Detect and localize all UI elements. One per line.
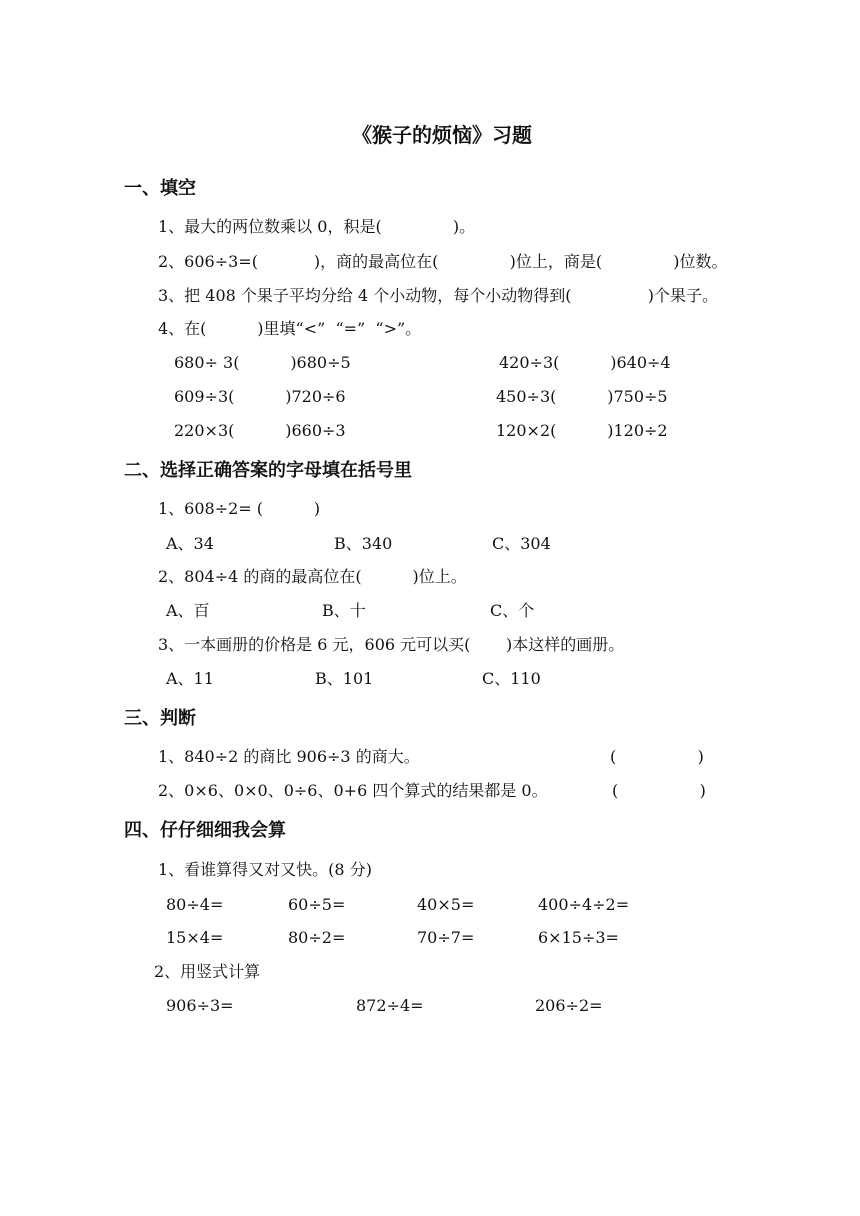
question-3-1: 1、840÷2 的商比 906÷3 的商大。 <box>158 747 420 766</box>
question-1-3: 3、把 408 个果子平均分给 4 个小动物，每个小动物得到( )个果子。 <box>158 286 719 305</box>
section-heading-fill-in: 一、填空 <box>124 178 196 199</box>
option-c: C、110 <box>482 669 541 688</box>
compare-item: 220×3( )660÷3 <box>174 421 346 440</box>
question-1-2: 2、606÷3=( )，商的最高位在( )位上，商是( )位数。 <box>158 252 728 271</box>
calc-item: 6×15÷3= <box>538 928 619 947</box>
compare-item: 420÷3( )640÷4 <box>499 353 671 372</box>
calc-item: 40×5= <box>417 895 475 914</box>
question-4-1: 1、看谁算得又对又快。(8 分) <box>158 860 372 879</box>
calc-item: 400÷4÷2= <box>538 895 630 914</box>
option-c: C、个 <box>490 601 535 620</box>
option-a: A、百 <box>166 601 210 620</box>
option-b: B、340 <box>334 534 393 553</box>
compare-item: 609÷3( )720÷6 <box>174 387 346 406</box>
compare-item: 120×2( )120÷2 <box>496 421 668 440</box>
question-1-4: 4、在( )里填“<” “=” “>”。 <box>158 319 422 338</box>
option-a: A、11 <box>166 669 214 688</box>
vertical-calc-item: 206÷2= <box>535 996 603 1015</box>
option-b: B、十 <box>322 601 366 620</box>
answer-bracket: ( ) <box>612 781 706 800</box>
vertical-calc-item: 906÷3= <box>166 996 234 1015</box>
calc-item: 15×4= <box>166 928 224 947</box>
answer-bracket: ( ) <box>610 747 704 766</box>
question-2-3: 3、一本画册的价格是 6 元，606 元可以买( )本这样的画册。 <box>158 635 625 654</box>
page-title: 《猴子的烦恼》习题 <box>352 123 532 147</box>
vertical-calc-item: 872÷4= <box>356 996 424 1015</box>
option-c: C、304 <box>492 534 551 553</box>
section-heading-multiple-choice: 二、选择正确答案的字母填在括号里 <box>124 460 412 481</box>
calc-item: 80÷4= <box>166 895 224 914</box>
calc-item: 80÷2= <box>288 928 346 947</box>
question-4-2: 2、用竖式计算 <box>154 962 261 981</box>
section-heading-calculation: 四、仔仔细细我会算 <box>124 820 286 841</box>
calc-item: 60÷5= <box>288 895 346 914</box>
calc-item: 70÷7= <box>417 928 475 947</box>
question-2-1: 1、608÷2= ( ) <box>158 499 321 518</box>
question-2-2: 2、804÷4 的商的最高位在( )位上。 <box>158 567 467 586</box>
option-a: A、34 <box>166 534 214 553</box>
question-1-1: 1、最大的两位数乘以 0，积是( )。 <box>158 217 476 236</box>
question-3-2: 2、0×6、0×0、0÷6、0+6 四个算式的结果都是 0。 <box>158 781 548 800</box>
compare-item: 450÷3( )750÷5 <box>496 387 668 406</box>
option-b: B、101 <box>315 669 374 688</box>
compare-item: 680÷ 3( )680÷5 <box>174 353 351 372</box>
section-heading-true-false: 三、判断 <box>124 708 196 729</box>
